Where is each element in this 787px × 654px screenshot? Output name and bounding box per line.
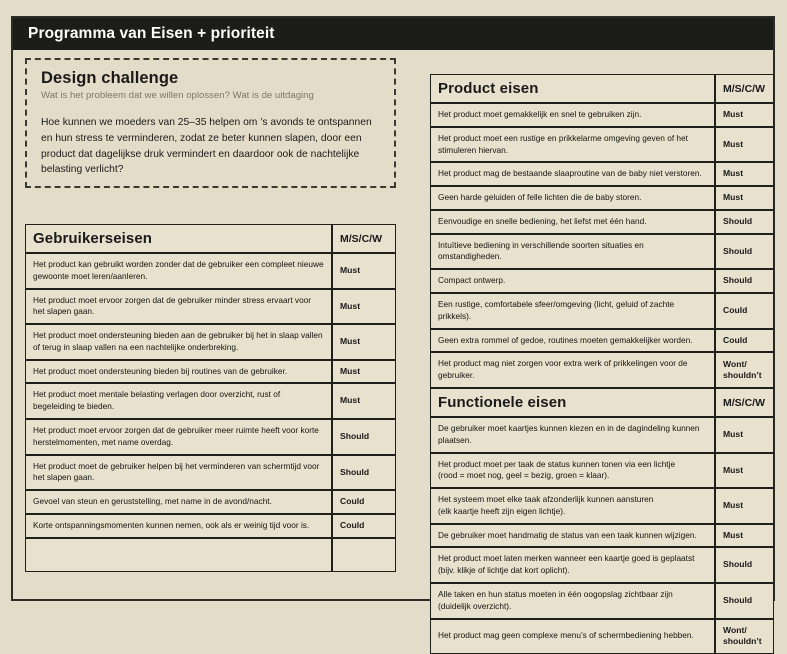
requirement-cell: Geen harde geluiden of felle lichten die de baby storen. (430, 186, 715, 210)
priority-cell: Must (332, 253, 396, 289)
requirement-cell: Intuïtieve bediening in verschillende soorten situaties en omstandigheden. (430, 234, 715, 270)
table-row (430, 162, 774, 186)
table-row (430, 103, 774, 127)
priority-cell: Must (715, 488, 774, 524)
priority-cell: Could (715, 329, 774, 353)
table-row (430, 234, 774, 270)
table-row (25, 455, 396, 491)
priority-cell: Must (332, 324, 396, 360)
requirement-cell: Alle taken en hun status moeten in één oogopslag zichtbaar zijn (duidelijk overzicht). (430, 583, 715, 619)
poster-frame (11, 16, 775, 647)
table-header-row (430, 388, 774, 417)
priority-cell: Must (715, 127, 774, 163)
table-heading-product-eisen: Product eisen (430, 74, 715, 103)
priority-cell: Must (715, 103, 774, 127)
table-heading-functionele-eisen: Functionele eisen (430, 388, 715, 417)
requirement-cell: Het product mag de bestaande slaaproutine van de baby niet verstoren. (430, 162, 715, 186)
requirement-cell: Het product moet ondersteuning bieden aan de gebruiker bij het in slaap vallen of terug in slaap vallen na een nachtelijke onderbreking. (25, 324, 332, 360)
priority-cell: Must (715, 162, 774, 186)
table-row (25, 324, 396, 360)
requirement-cell: Het product moet ervoor zorgen dat de gebruiker minder stress ervaart voor het slapen gaan. (25, 289, 332, 325)
requirement-cell: Het product moet een rustige en prikkelarme omgeving geven of het stimuleren hiervan. (430, 127, 715, 163)
priority-cell (332, 538, 396, 572)
priority-cell: Could (332, 490, 396, 514)
table-row (25, 383, 396, 419)
requirement-cell: Het product moet laten merken wanneer een kaartje goed is geplaatst (bijv. klikje of lichtje dat kort oplicht). (430, 547, 715, 583)
table-row (430, 210, 774, 234)
requirement-cell: Het product moet ondersteuning bieden bij routines van de gebruiker. (25, 360, 332, 384)
table-product-eisen (430, 74, 774, 388)
requirement-cell: Het product mag geen complexe menu’s of schermbediening hebben. (430, 619, 715, 654)
table-row (25, 419, 396, 455)
design-challenge-heading: Design challenge (41, 69, 179, 87)
table-body-functionele-eisen (430, 417, 774, 654)
table-heading-priority: M/S/C/W (332, 224, 396, 253)
table-row (25, 360, 396, 384)
requirement-cell: Het product moet per taak de status kunnen tonen via een lichtje (rood = moet nog, geel = bezig, groen = klaar). (430, 453, 715, 489)
priority-cell: Must (715, 453, 774, 489)
requirement-cell: Het product moet ervoor zorgen dat de gebruiker meer ruimte heeft voor korte herstelmomenten, met name overdag. (25, 419, 332, 455)
table-body-product-eisen (430, 103, 774, 388)
priority-cell: Should (332, 455, 396, 491)
table-gebruikerseisen (25, 224, 396, 572)
priority-cell: Should (715, 269, 774, 293)
priority-cell: Wont/ shouldn’t (715, 352, 774, 388)
priority-cell: Should (715, 210, 774, 234)
priority-cell: Must (332, 289, 396, 325)
table-heading-gebruikerseisen: Gebruikerseisen (25, 224, 332, 253)
priority-cell: Could (715, 293, 774, 329)
priority-cell: Must (715, 524, 774, 548)
requirement-cell: Het systeem moet elke taak afzonderlijk kunnen aansturen (elk kaartje heeft zijn eigen lichtje). (430, 488, 715, 524)
priority-cell: Must (715, 417, 774, 453)
requirement-cell: Het product kan gebruikt worden zonder dat de gebruiker een compleet nieuwe gewoonte moet leren/aanleren. (25, 253, 332, 289)
right-column (417, 50, 773, 647)
priority-cell: Could (332, 514, 396, 538)
table-row (25, 253, 396, 289)
table-row (430, 186, 774, 210)
priority-cell: Should (715, 583, 774, 619)
table-row (25, 514, 396, 538)
design-challenge-subtitle: Wat is het probleem dat we willen oplossen? Wat is de uitdaging (41, 90, 314, 101)
table-heading-priority: M/S/C/W (715, 74, 774, 103)
priority-cell: Must (715, 186, 774, 210)
table-row (430, 417, 774, 453)
requirement-cell: Het product moet de gebruiker helpen bij het verminderen van schermtijd voor het slapen gaan. (25, 455, 332, 491)
title-bar (13, 18, 773, 50)
design-challenge-panel (25, 58, 396, 188)
requirement-cell: Het product moet gemakkelijk en snel te gebruiken zijn. (430, 103, 715, 127)
table-header-row (430, 74, 774, 103)
priority-cell: Should (715, 234, 774, 270)
table-row (430, 293, 774, 329)
table-row (25, 538, 396, 572)
requirement-cell: Het product mag niet zorgen voor extra werk of prikkelingen voor de gebruiker. (430, 352, 715, 388)
requirement-cell: Een rustige, comfortabele sfeer/omgeving (licht, geluid of zachte prikkels). (430, 293, 715, 329)
requirement-cell: De gebruiker moet handmatig de status van een taak kunnen wijzigen. (430, 524, 715, 548)
table-row (430, 583, 774, 619)
table-row (430, 269, 774, 293)
priority-cell: Should (715, 547, 774, 583)
table-row (430, 524, 774, 548)
requirement-cell: Het product moet mentale belasting verlagen door overzicht, rust of begeleiding te bieden. (25, 383, 332, 419)
design-challenge-text: Hoe kunnen we moeders van 25–35 helpen om ’s avonds te ontspannen en hun stress te verminderen, zodat ze beter kunnen slapen, door een product dat dagelijkse druk vermindert en daardoor ook de nachtelijke belasting verlicht? (41, 117, 372, 176)
requirement-cell: Eenvoudige en snelle bediening, het liefst met één hand. (430, 210, 715, 234)
requirement-cell (25, 538, 332, 572)
table-row (430, 488, 774, 524)
requirement-cell: Gevoel van steun en geruststelling, met name in de avond/nacht. (25, 490, 332, 514)
table-row (430, 352, 774, 388)
priority-cell: Must (332, 383, 396, 419)
table-header-row (25, 224, 396, 253)
content-area (13, 50, 773, 647)
requirement-cell: Geen extra rommel of gedoe, routines moeten gemakkelijker worden. (430, 329, 715, 353)
table-row (430, 127, 774, 163)
table-heading-priority: M/S/C/W (715, 388, 774, 417)
table-body-gebruikerseisen (25, 253, 396, 572)
table-row (430, 329, 774, 353)
left-column (13, 50, 409, 599)
priority-cell: Should (332, 419, 396, 455)
table-row (25, 289, 396, 325)
priority-cell: Must (332, 360, 396, 384)
requirement-cell: Compact ontwerp. (430, 269, 715, 293)
table-functionele-eisen (430, 388, 774, 654)
page-title: Programma van Eisen + prioriteit (28, 25, 275, 42)
table-row (430, 547, 774, 583)
table-row (430, 453, 774, 489)
requirement-cell: De gebruiker moet kaartjes kunnen kiezen en in de dagindeling kunnen plaatsen. (430, 417, 715, 453)
priority-cell: Wont/ shouldn’t (715, 619, 774, 654)
table-row (25, 490, 396, 514)
requirement-cell: Korte ontspanningsmomenten kunnen nemen, ook als er weinig tijd voor is. (25, 514, 332, 538)
